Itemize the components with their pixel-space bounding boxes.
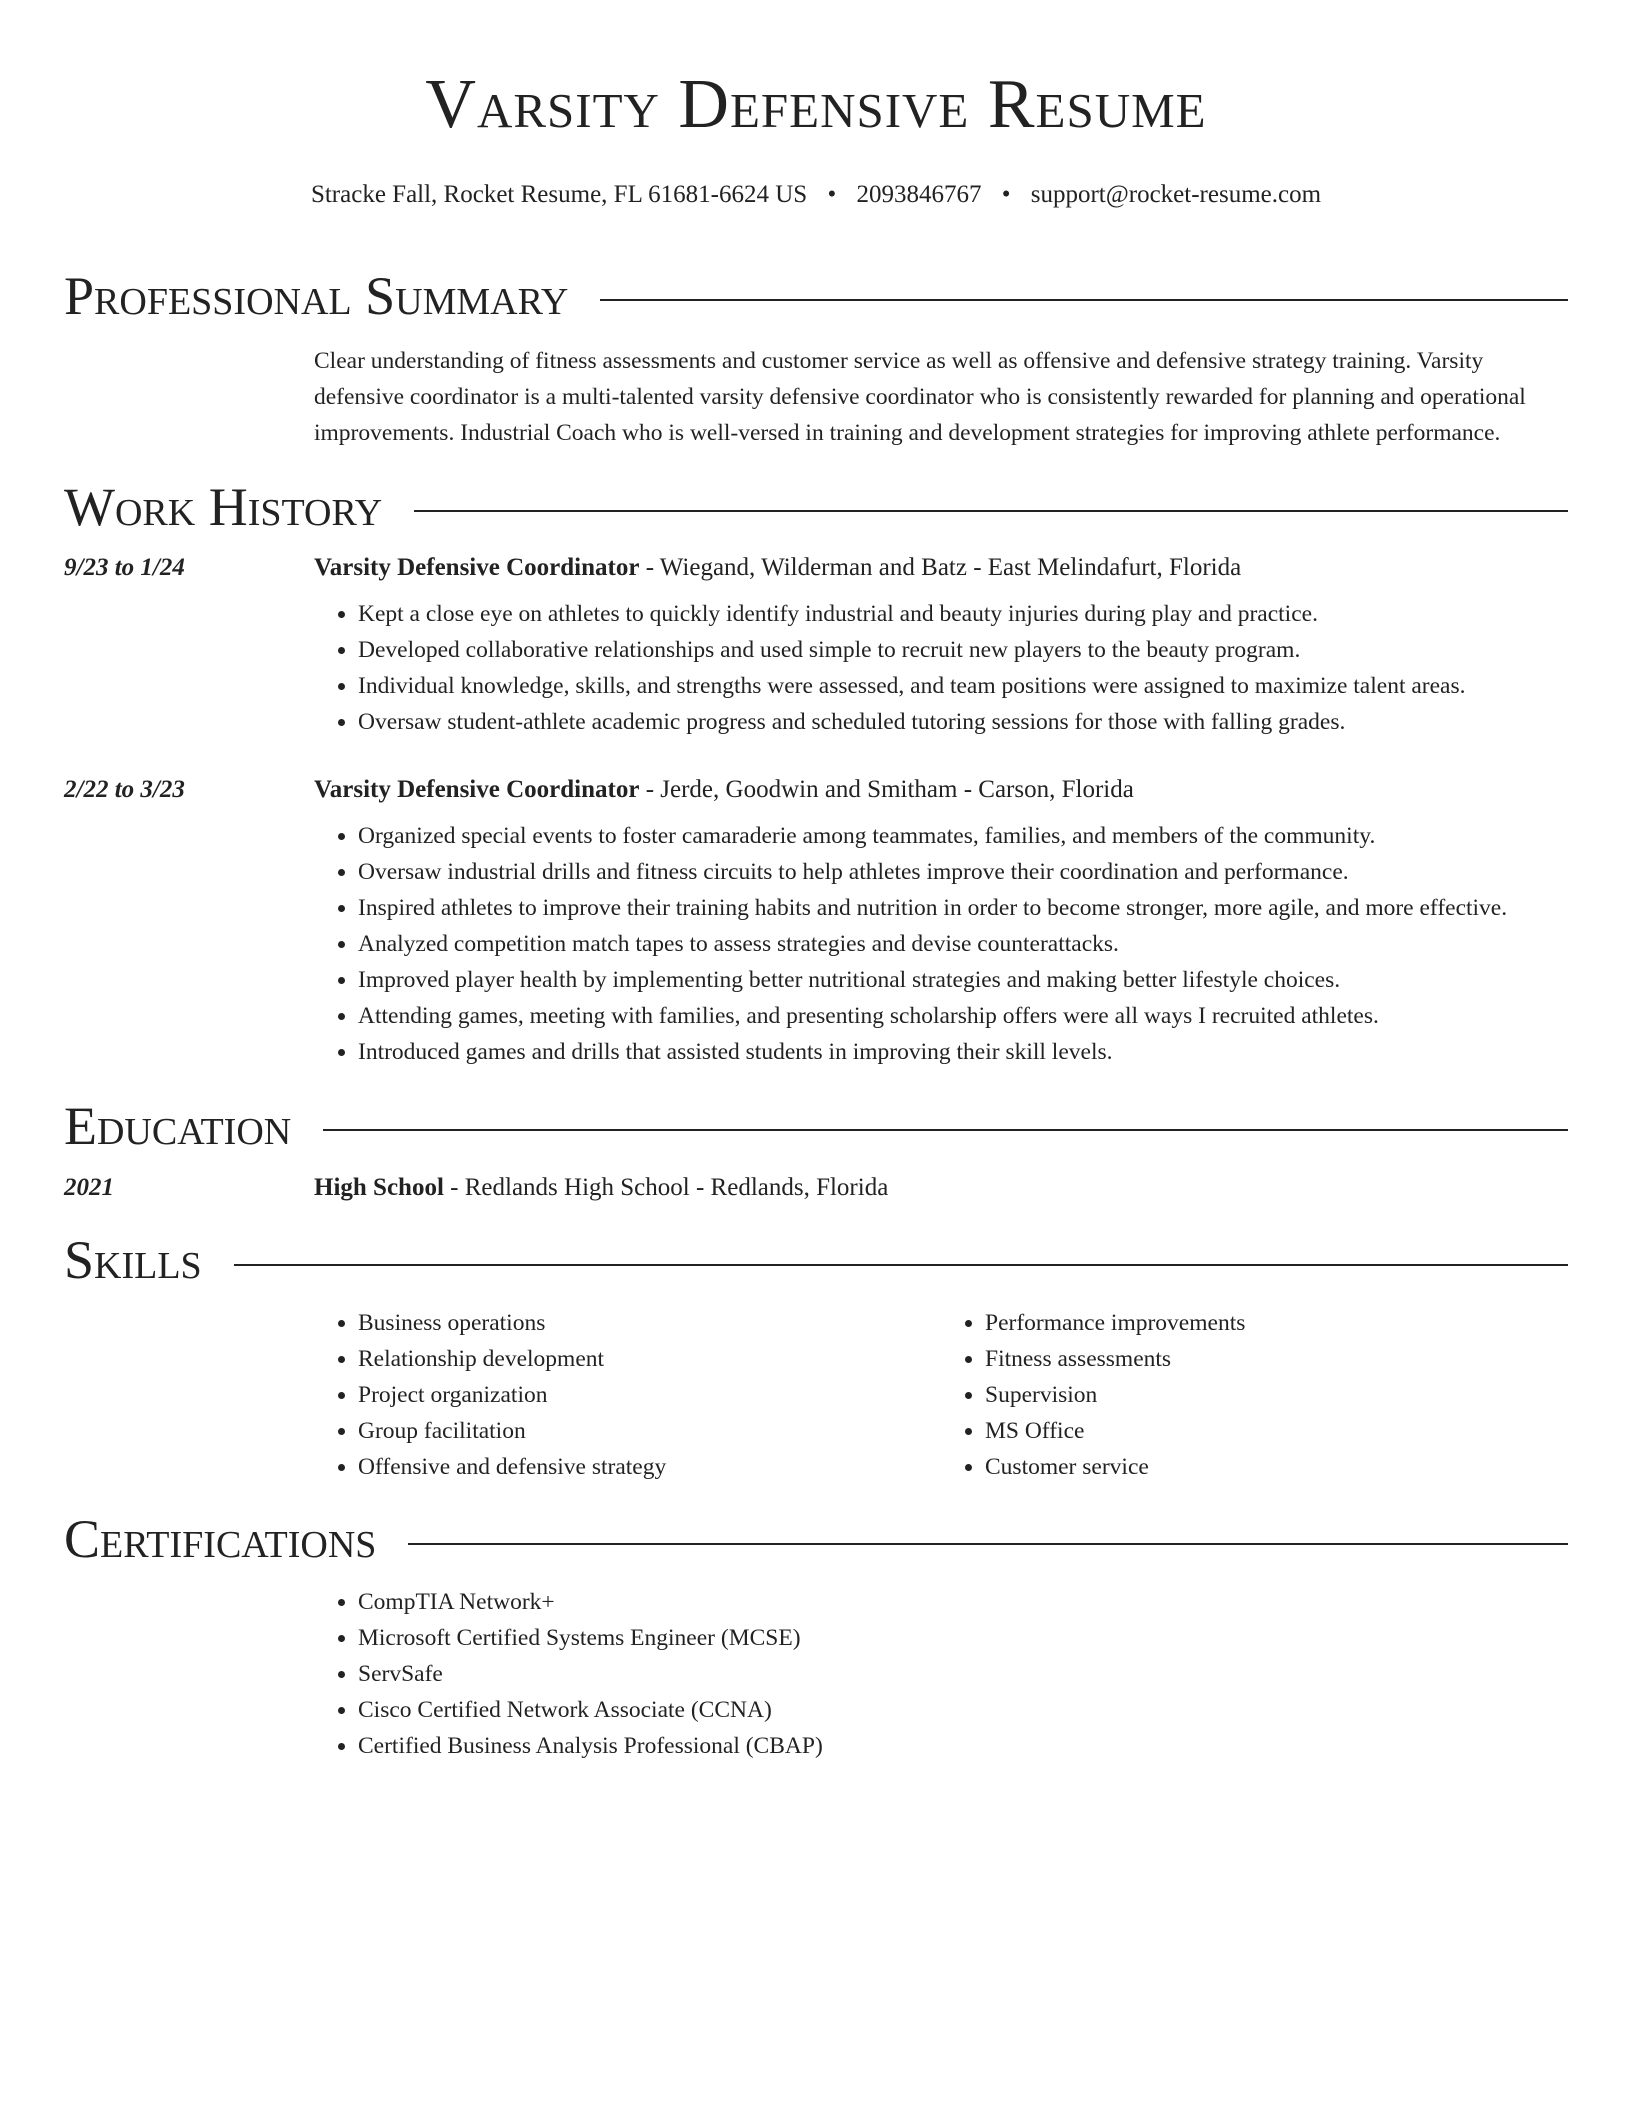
education-entry (64, 1170, 1568, 1206)
contact-separator: • (1001, 181, 1011, 208)
certifications-section-header (64, 1507, 1568, 1572)
contact-phone: 2093846767 (856, 181, 982, 208)
job-bullets (314, 818, 1568, 1070)
list-item: • Group facilitation (358, 1413, 941, 1449)
work-section-header (64, 475, 1568, 540)
job-entry (64, 772, 1568, 1070)
education-heading (314, 1170, 1568, 1206)
contact-address: Stracke Fall, Rocket Resume, FL 61681-6624 US (310, 181, 808, 208)
list-item: • Individual knowledge, skills, and strengths were assessed, and team positions were assigned to maximize talent areas. (358, 668, 1568, 704)
list-item: • Performance improvements (985, 1305, 1568, 1341)
certifications-list (64, 1584, 1568, 1764)
list-item: • Cisco Certified Network Associate (CCNA) (358, 1692, 1568, 1728)
list-item: • Kept a close eye on athletes to quickly identify industrial and beauty injuries during play and practice. (358, 596, 1568, 632)
education-degree: High School (314, 1174, 444, 1202)
certifications-items (314, 1584, 1568, 1764)
section-title-skills: Skills (64, 1230, 202, 1291)
contact-separator: • (827, 181, 837, 208)
job-role: Varsity Defensive Coordinator (314, 775, 640, 803)
list-item: • Relationship development (358, 1341, 941, 1377)
list-item: • Fitness assessments (985, 1341, 1568, 1377)
job-heading (314, 550, 1568, 586)
section-divider (234, 1264, 1568, 1266)
job-role: Varsity Defensive Coordinator (314, 553, 640, 581)
list-item: • Microsoft Certified Systems Engineer (MCSE) (358, 1620, 1568, 1656)
list-item: • Analyzed competition match tapes to assess strategies and devise counterattacks. (358, 926, 1568, 962)
list-item: • Improved player health by implementing better nutritional strategies and making better lifestyle choices. (358, 962, 1568, 998)
section-title-education: Education (64, 1095, 292, 1156)
section-divider (600, 299, 1568, 301)
list-item: • Introduced games and drills that assisted students in improving their skill levels. (358, 1034, 1568, 1070)
summary-section-header (64, 264, 1568, 329)
job-entry (64, 550, 1568, 740)
list-item: • Developed collaborative relationships and used simple to recruit new players to the beauty program. (358, 632, 1568, 668)
section-title-work: Work History (64, 476, 383, 537)
section-divider (323, 1129, 1568, 1131)
contact-line (64, 180, 1568, 210)
resume-name: Varsity Defensive Resume (425, 66, 1207, 143)
list-item: • Certified Business Analysis Professional (CBAP) (358, 1728, 1568, 1764)
education-year: 2021 (64, 1174, 114, 1202)
skills-column-right (941, 1305, 1568, 1485)
list-item: • Project organization (358, 1377, 941, 1413)
list-item: • Organized special events to foster camaraderie among teammates, families, and members of the community. (358, 818, 1568, 854)
list-item: • Offensive and defensive strategy (358, 1449, 941, 1485)
list-item: • Oversaw student-athlete academic progress and scheduled tutoring sessions for those with falling grades. (358, 704, 1568, 740)
list-item: • Oversaw industrial drills and fitness circuits to help athletes improve their coordination and performance. (358, 854, 1568, 890)
job-company: - Wiegand, Wilderman and Batz - East Melindafurt, Florida (639, 553, 1242, 581)
section-divider (408, 1543, 1568, 1545)
section-divider (414, 510, 1568, 512)
education-school: - Redlands High School - Redlands, Florida (443, 1174, 889, 1202)
summary-text: Clear understanding of fitness assessments and customer service as well as offensive and defensive strategy training. Varsity defensive coordinator is a multi-talented varsity defensive coordinator who is consistently rewarded for planning and operational improvements. Industrial Coach who is well-versed in training and development strategies for improving athlete performance. (314, 347, 1526, 446)
skills-section-header (64, 1228, 1568, 1293)
list-item: • Customer service (985, 1449, 1568, 1485)
job-bullets (314, 596, 1568, 740)
section-title-summary: Professional Summary (64, 266, 569, 326)
list-item: • Inspired athletes to improve their training habits and nutrition in order to become stronger, more agile, and more effective. (358, 890, 1568, 926)
list-item: • CompTIA Network+ (358, 1584, 1568, 1620)
list-item: • ServSafe (358, 1656, 1568, 1692)
section-title-certifications: Certifications (64, 1509, 377, 1570)
list-item: • MS Office (985, 1413, 1568, 1449)
list-item: • Supervision (985, 1377, 1568, 1413)
job-heading (314, 772, 1568, 808)
job-dates: 2/22 to 3/23 (64, 775, 185, 803)
job-company: - Jerde, Goodwin and Smitham - Carson, Florida (639, 775, 1134, 803)
skills-column-left (314, 1305, 941, 1485)
list-item: • Attending games, meeting with families, and presenting scholarship offers were all ways I recruited athletes. (358, 998, 1568, 1034)
contact-email: support@rocket-resume.com (1030, 181, 1322, 208)
list-item: • Business operations (358, 1305, 941, 1341)
job-dates: 9/23 to 1/24 (64, 553, 185, 581)
skills-list (64, 1305, 1568, 1485)
education-section-header (64, 1094, 1568, 1159)
